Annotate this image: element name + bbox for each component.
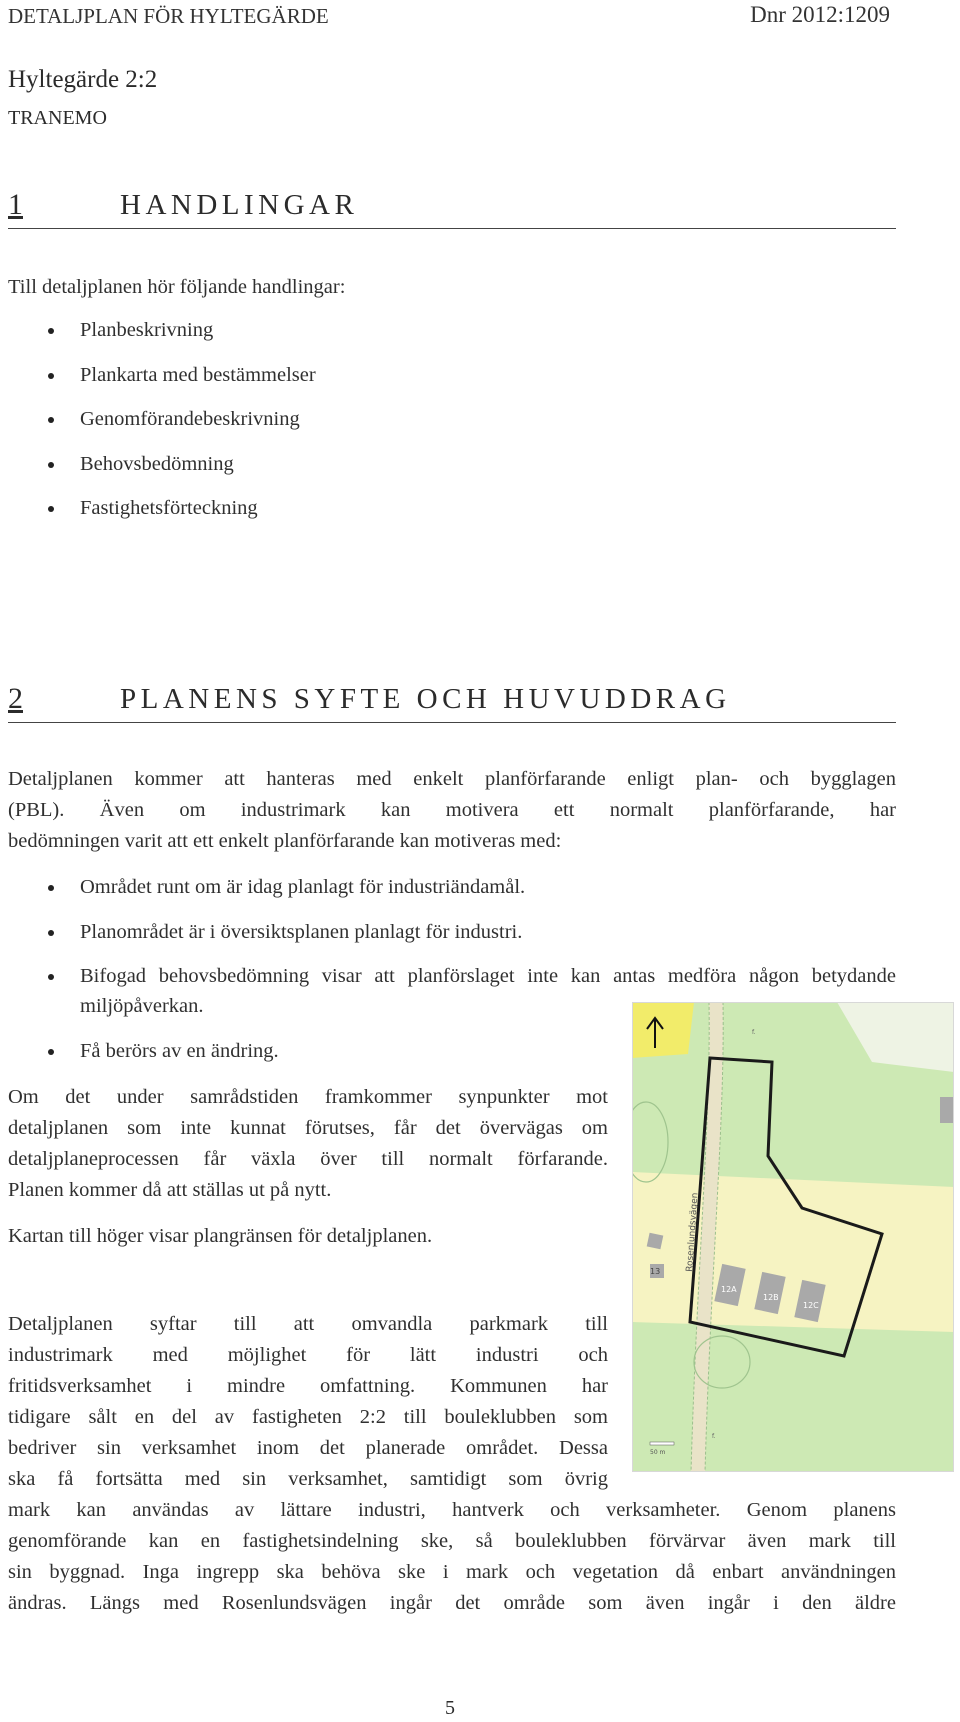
paragraph-purpose-wide: mark kan användas av lättare industri, hantverk och verksamheter. Genom planens genomförande kan en fastighetsindelning ske, så bouleklubben förvärvar även mark till sin byggnad. Inga ingrepp ska behöva ske i mark och vegetation då enbart användningen ändras. Längs med Rosenlundsvägen ingår det område som även ingår i den äldre <box>8 1499 896 1614</box>
documents-list <box>0 315 900 523</box>
bullet-icon <box>48 885 54 891</box>
svg-text:50 m: 50 m <box>650 1449 666 1456</box>
section1-intro: Till detaljplanen hör följande handlingar: <box>8 276 346 298</box>
map-lot-label: 12B <box>763 1293 779 1302</box>
bullet-icon <box>48 373 54 379</box>
map-building <box>940 1097 954 1123</box>
bullet-icon <box>48 462 54 468</box>
bullet-icon <box>48 930 54 936</box>
list-item: Fastighetsförteckning <box>0 493 900 523</box>
section1-title: HANDLINGAR <box>120 189 359 221</box>
map-lot-label: 13 <box>650 1267 661 1276</box>
bullet-icon <box>48 974 54 980</box>
paragraph-purpose-narrow: Detaljplanen syftar till att omvandla parkmark till industrimark med möjlighet för lätt industri och fritidsverksamhet i mindre omfattning. Kommunen har tidigare sålt en del av fastigheten 2:2 till bouleklubben som bedriver sin verksamhet inom det planerade området. Dessa ska få fortsätta med sin verksamhet, samtidigt som övrig <box>8 1313 608 1490</box>
section2-rule <box>8 722 896 723</box>
map-lot-label: 12C <box>803 1301 819 1310</box>
map-building <box>647 1233 664 1250</box>
list-item: Planområdet är i översiktsplanen planlagt för industri. <box>0 917 896 947</box>
header-diary-number: Dnr 2012:1209 <box>750 2 890 27</box>
plan-boundary-map <box>632 1002 954 1472</box>
page-number: 5 <box>445 1697 455 1719</box>
header-title: DETALJPLAN FÖR HYLTEGÄRDE <box>8 4 329 28</box>
list-item: Bifogad behovsbedömning visar att planförslaget inte kan antas medföra någon betydande miljöpåverkan. <box>0 961 896 1021</box>
section1-number: 1 <box>8 188 23 221</box>
bullet-icon <box>48 417 54 423</box>
bullet-icon <box>48 328 54 334</box>
map-small-label: f. <box>752 1029 756 1036</box>
map-field-area <box>632 1002 694 1058</box>
paragraph-consultation: Om det under samrådstiden framkommer synpunkter mot detaljplanen som inte kunnat förutses, får det övervägas om detaljplaneprocessen får växla över till normalt förfarande. Planen kommer då att ställas ut på nytt. <box>8 1086 608 1201</box>
bullet-icon <box>48 506 54 512</box>
section1-rule <box>8 228 896 229</box>
paragraph-map-reference: Kartan till höger visar plangränsen för detaljplanen. <box>8 1225 433 1247</box>
list-item: Plankarta med bestämmelser <box>0 360 900 390</box>
paragraph-procedure: Detaljplanen kommer att hanteras med enkelt planförfarande enligt plan- och bygglagen (PBL). Även om industrimark kan motivera ett normalt planförfarande, har bedömningen varit att ett enkelt planförfarande kan motiveras med: <box>8 768 896 852</box>
map-road-label: Rosenlundsvägen <box>685 1192 701 1273</box>
municipality-name: TRANEMO <box>8 107 107 129</box>
list-item: Området runt om är idag planlagt för industriändamål. <box>0 872 896 902</box>
section2-number: 2 <box>8 682 23 715</box>
list-item: Genomförandebeskrivning <box>0 404 900 434</box>
list-item: Behovsbedömning <box>0 449 900 479</box>
list-item: Få berörs av en ändring. <box>0 1036 896 1066</box>
map-lot-label: 12A <box>721 1285 737 1294</box>
list-item: Planbeskrivning <box>0 315 900 345</box>
bullet-icon <box>48 1049 54 1055</box>
map-small-label: f. <box>712 1433 716 1440</box>
section2-title: PLANENS SYFTE OCH HUVUDDRAG <box>120 683 731 715</box>
property-name: Hyltegärde 2:2 <box>8 66 158 93</box>
